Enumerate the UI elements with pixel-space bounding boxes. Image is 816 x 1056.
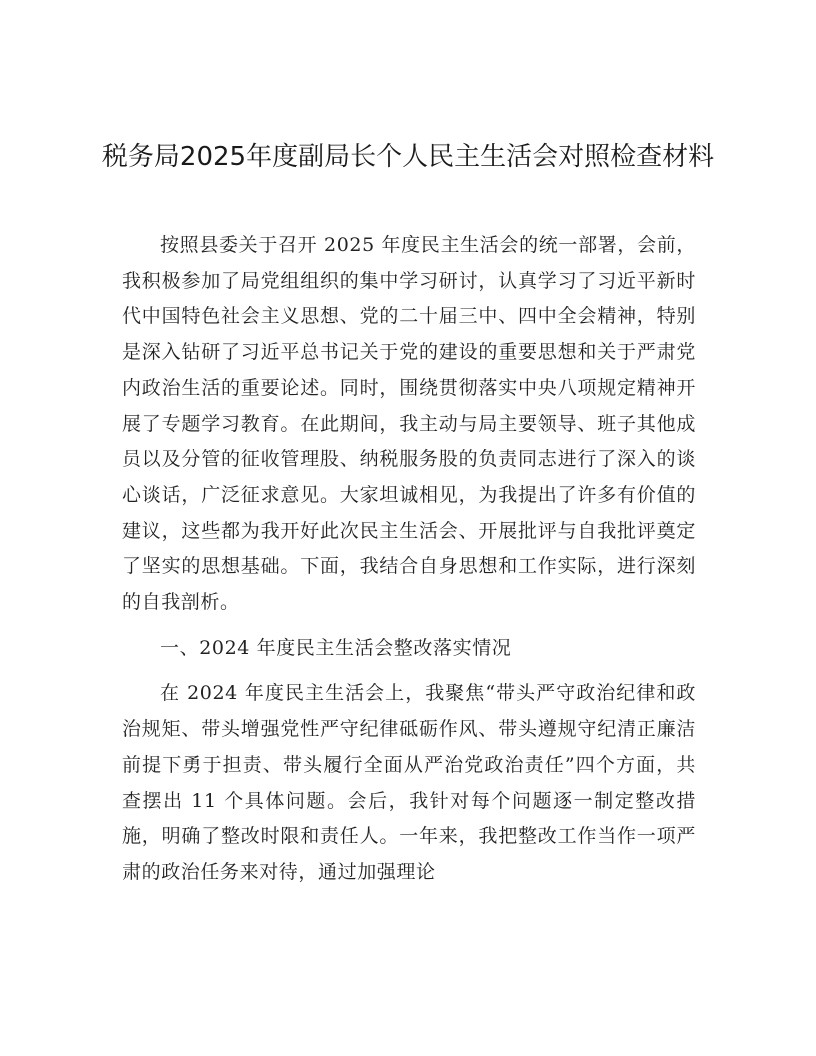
intro-paragraph: 按照县委关于召开 2025 年度民主生活会的统一部署，会前，我积极参加了局党组组织的集中学习研讨，认真学习了习近平新时代中国特色社会主义思想、党的二十届三中、四中全会精神，特别是深入钻研了习近平总书记关于党的建设的重要思想和关于严肃党内政治生活的重要论述。同时，围绕贯彻落实中央八项规定精神开展了专题学习教育。在此期间，我主动与局主要领导、班子其他成员以及分管的征收管理股、纳税服务股的负责同志进行了深入的谈心谈话，广泛征求意见。大家坦诚相见，为我提出了许多有价值的建议，这些都为我开好此次民主生活会、开展批评与自我批评奠定了坚实的思想基础。下面，我结合自身思想和工作实际，进行深刻的自我剖析。 <box>122 234 696 614</box>
document-title: 税务局2025年度副局长个人民主生活会对照检查材料 <box>101 142 715 172</box>
section-heading: 一、2024 年度民主生活会整改落实情况 <box>160 636 512 659</box>
document-body <box>122 228 696 891</box>
body-paragraph: 在 2024 年度民主生活会上，我聚焦“带头严守政治纪律和政治规矩、带头增强党性严守纪律砥砺作风、带头遵规守纪清正廉洁前提下勇于担责、带头履行全面从严治党政治责任”四个方面，共查摆出 11 个具体问题。会后，我针对每个问题逐一制定整改措施，明确了整改时限和责任人。一年来，我把整改工作当作一项严肃的政治任务来对待，通过加强理论 <box>122 682 696 883</box>
